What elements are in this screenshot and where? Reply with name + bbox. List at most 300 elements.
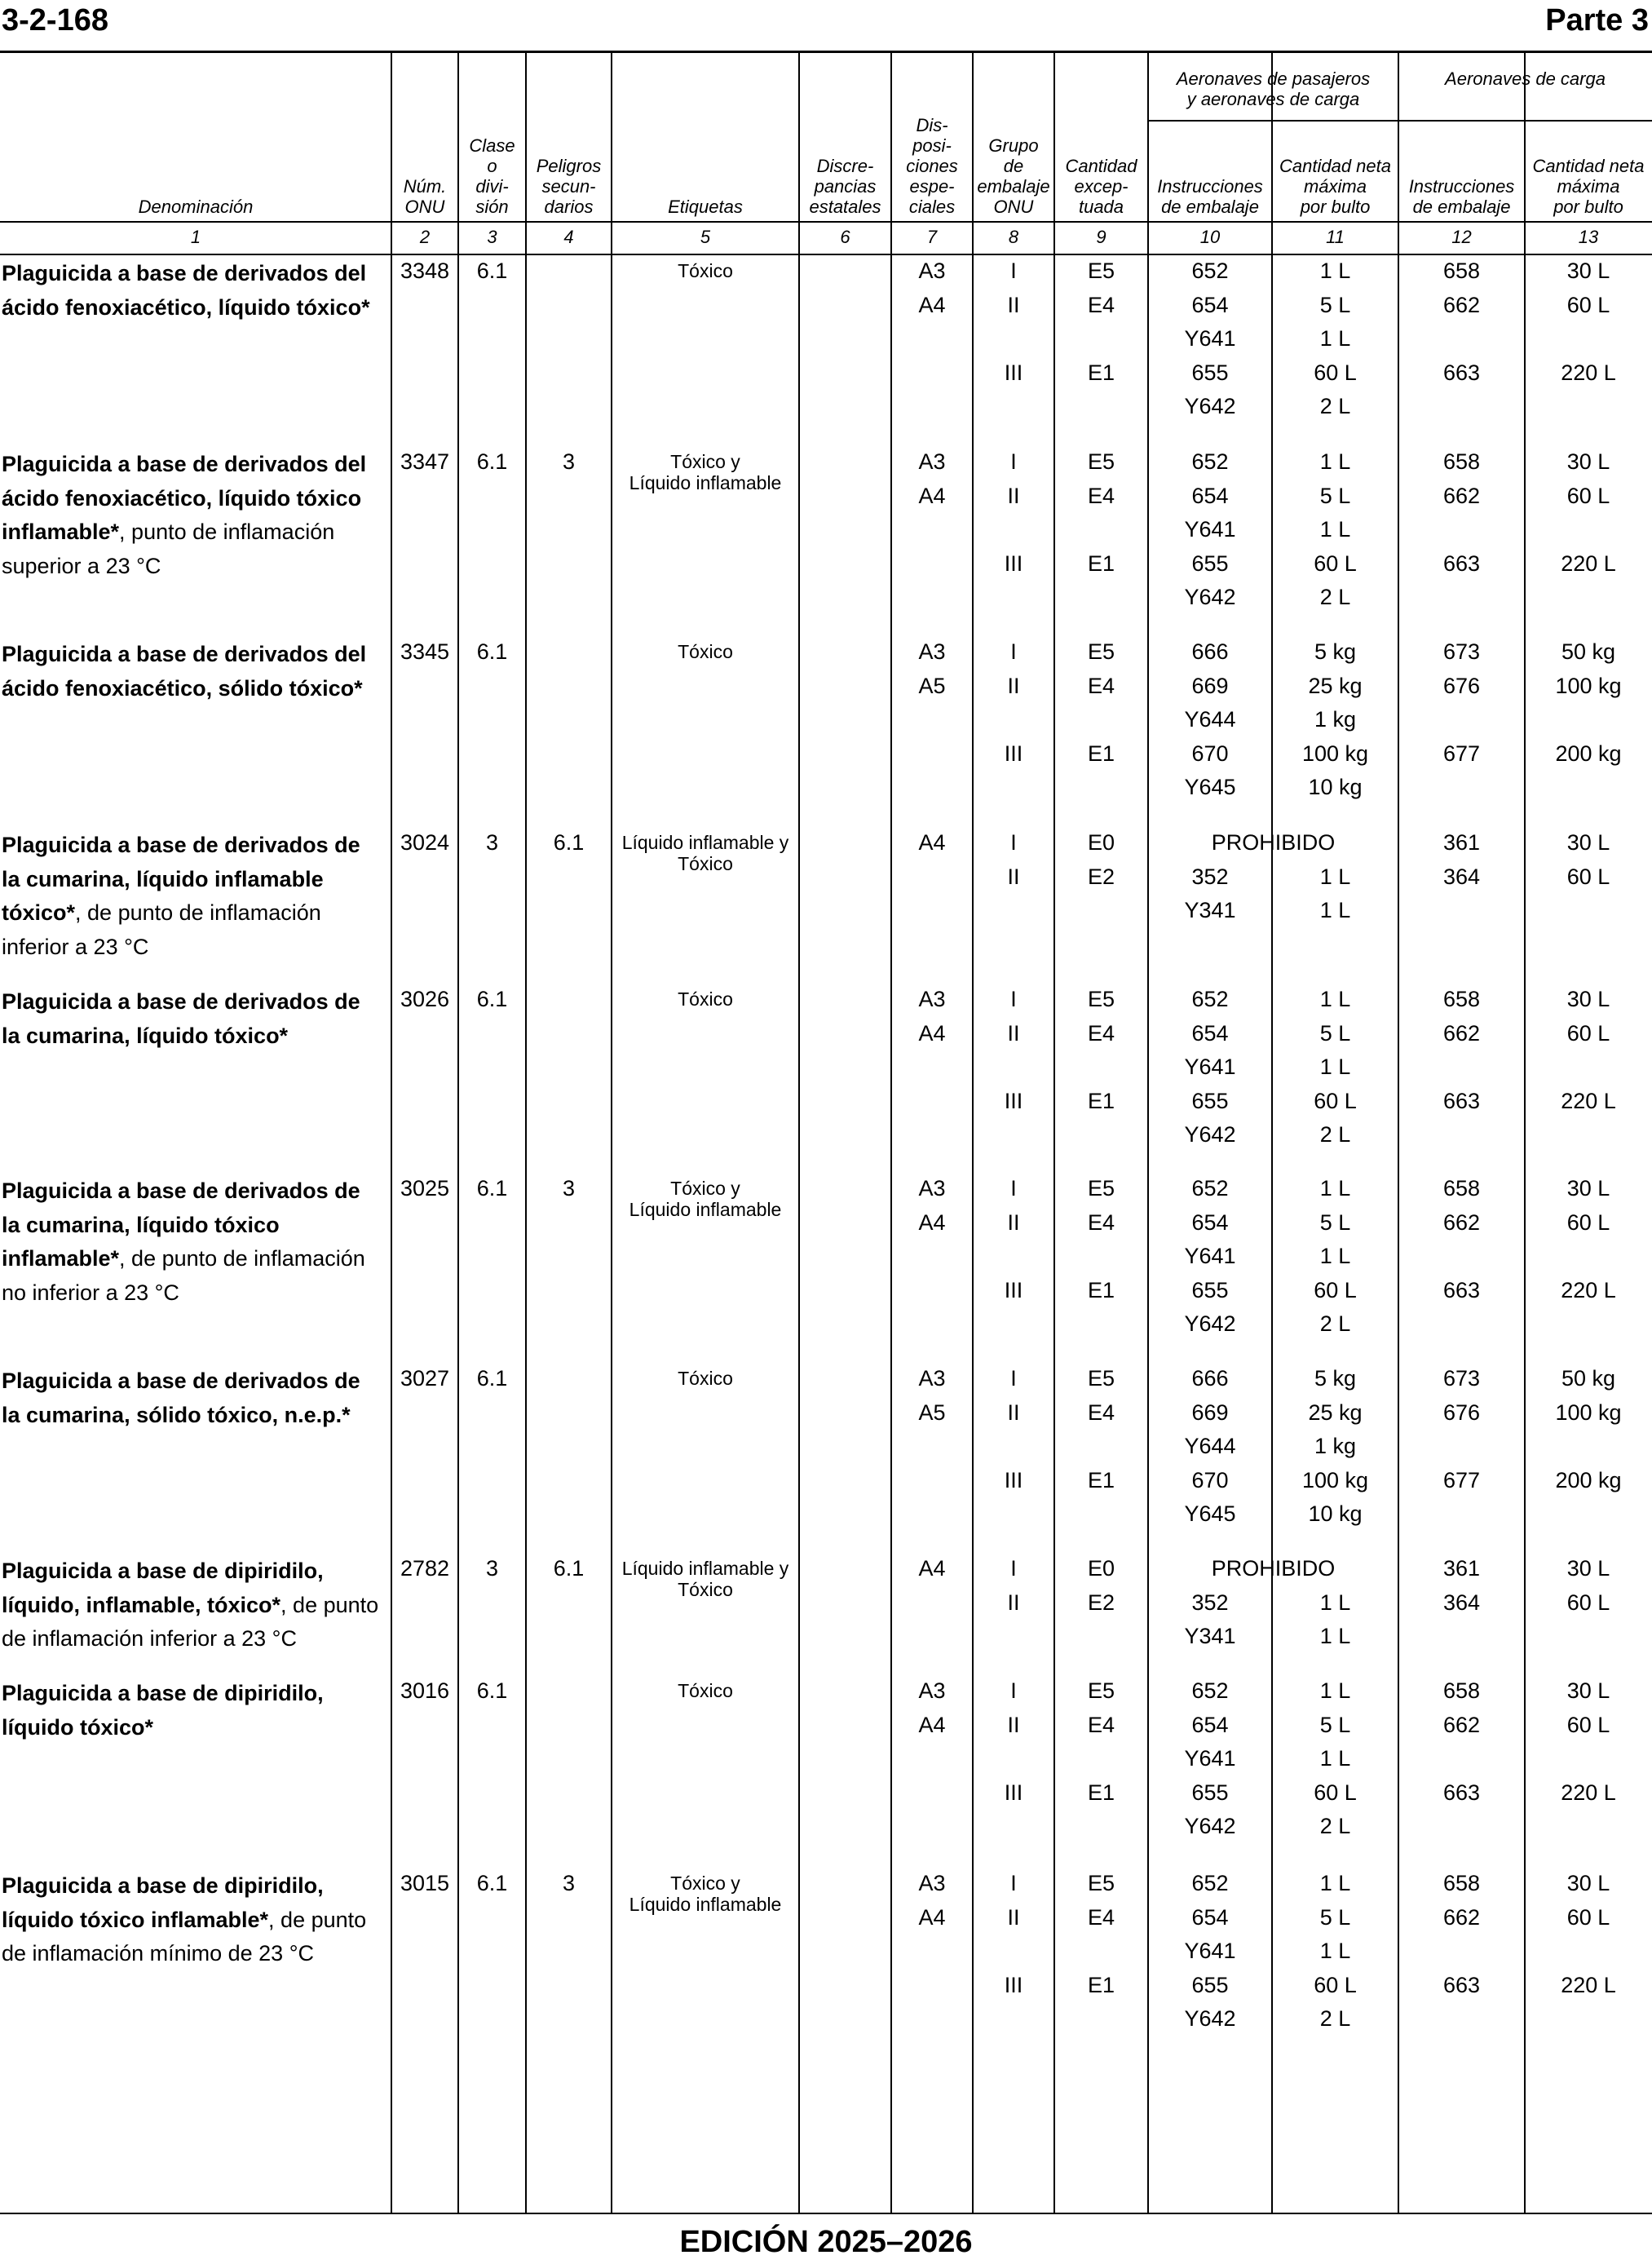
max-net-quantity-cargo: 200 kg	[1555, 741, 1622, 766]
max-net-quantity-passenger: 1 kg	[1314, 1434, 1357, 1458]
substance-name: Plaguicida a base de derivados de la cumarina, líquido tóxico inflamable*, de punto de inflamación no inferior a 23 °C	[2, 1178, 365, 1305]
packing-group: III	[1004, 551, 1023, 576]
packing-instruction-passenger: 655	[1191, 1088, 1229, 1113]
max-net-quantity-cargo: 220 L	[1561, 1780, 1616, 1805]
packing-instruction-passenger: 670	[1191, 1467, 1229, 1492]
excepted-quantity: E1	[1087, 1467, 1115, 1492]
packing-group: II	[1007, 1712, 1020, 1737]
excepted-quantity: E0	[1087, 1556, 1115, 1581]
packing-instruction-passenger: Y645	[1184, 1501, 1236, 1526]
special-provision: A3	[918, 1366, 946, 1391]
class-division: 3	[485, 1556, 499, 1581]
packing-instruction-cargo: 676	[1442, 1400, 1481, 1425]
packing-group: II	[1007, 1904, 1020, 1930]
packing-instruction-passenger: 654	[1191, 292, 1229, 317]
max-net-quantity-passenger: 1 L	[1319, 1055, 1351, 1079]
max-net-quantity-passenger: 60 L	[1314, 1088, 1357, 1113]
header-grupo: Grupo de embalaje ONU	[977, 135, 1050, 217]
packing-instruction-passenger: 655	[1191, 551, 1229, 576]
packing-instruction-cargo: 658	[1442, 1678, 1481, 1703]
column-number: 10	[1199, 227, 1221, 247]
packing-instruction-cargo: 677	[1442, 741, 1481, 766]
special-provision: A3	[918, 1871, 946, 1895]
max-net-quantity-cargo: 60 L	[1566, 292, 1610, 317]
header-denominacion: Denominación	[138, 197, 254, 217]
header-disposiciones: Dis- posi- ciones espe- ciales	[906, 115, 958, 217]
packing-instruction-cargo: 658	[1442, 449, 1481, 474]
packing-instruction-cargo: 361	[1442, 1556, 1481, 1581]
excepted-quantity: E5	[1087, 987, 1115, 1011]
excepted-quantity: E1	[1087, 741, 1115, 766]
packing-instruction-passenger: Y641	[1184, 326, 1236, 351]
packing-instruction-passenger: 666	[1191, 1366, 1229, 1391]
packing-instruction-cargo: 663	[1442, 1088, 1481, 1113]
packing-instruction-cargo: 663	[1442, 1780, 1481, 1805]
packing-instruction-passenger: Y641	[1184, 1244, 1236, 1268]
excepted-quantity: E4	[1087, 1209, 1115, 1235]
max-net-quantity-passenger: 1 L	[1319, 326, 1351, 351]
header-rule	[0, 221, 1652, 223]
subsidiary-hazard: 3	[562, 1871, 576, 1895]
column-number: 11	[1326, 227, 1345, 247]
packing-group: II	[1007, 1020, 1020, 1046]
class-division: 6.1	[476, 1366, 508, 1391]
packing-instruction-passenger: 352	[1191, 1590, 1229, 1615]
packing-instruction-cargo: 663	[1442, 1972, 1481, 1997]
max-net-quantity-passenger: 1 L	[1319, 1244, 1351, 1268]
header-etiquetas: Etiquetas	[668, 197, 743, 217]
max-net-quantity-passenger: 5 kg	[1314, 639, 1357, 664]
column-number: 9	[1096, 227, 1106, 247]
packing-instruction-passenger: 654	[1191, 483, 1229, 508]
column-number: 5	[700, 227, 711, 247]
packing-group: II	[1007, 483, 1020, 508]
max-net-quantity-passenger: 1 L	[1319, 1939, 1351, 1963]
packing-instruction-passenger: 654	[1191, 1904, 1229, 1930]
subsidiary-hazard: 6.1	[553, 830, 585, 855]
excepted-quantity: E5	[1087, 1176, 1115, 1201]
packing-instruction-passenger: 652	[1191, 1176, 1229, 1201]
max-net-quantity-cargo: 200 kg	[1555, 1467, 1622, 1492]
packing-group: I	[1010, 1678, 1017, 1703]
un-number: 3016	[400, 1678, 450, 1703]
special-provision: A3	[918, 259, 946, 283]
max-net-quantity-cargo: 220 L	[1561, 1972, 1616, 1997]
max-net-quantity-cargo: 30 L	[1566, 449, 1610, 474]
max-net-quantity-passenger: 5 L	[1319, 1712, 1351, 1737]
header-peligros: Peligros secun- darios	[536, 156, 602, 217]
max-net-quantity-cargo: 220 L	[1561, 360, 1616, 385]
max-net-quantity-passenger: 2 L	[1319, 585, 1351, 609]
un-number: 3345	[400, 639, 450, 664]
excepted-quantity: E5	[1087, 1678, 1115, 1703]
hazard-labels: Tóxico	[678, 1368, 733, 1389]
hazard-labels: Tóxico	[678, 641, 733, 662]
packing-instruction-passenger: Y642	[1184, 1122, 1236, 1147]
packing-instruction-passenger: Y642	[1184, 1814, 1236, 1838]
max-net-quantity-passenger: 1 L	[1319, 864, 1351, 889]
packing-instruction-passenger: 652	[1191, 259, 1229, 283]
max-net-quantity-passenger: 1 L	[1319, 1678, 1351, 1703]
column-number: 13	[1578, 227, 1599, 247]
max-net-quantity-cargo: 220 L	[1561, 1088, 1616, 1113]
bottom-rule	[0, 2213, 1652, 2214]
packing-group: III	[1004, 360, 1023, 385]
un-number: 3347	[400, 449, 450, 474]
max-net-quantity-passenger: 5 L	[1319, 292, 1351, 317]
special-provision: A3	[918, 987, 946, 1011]
class-division: 3	[485, 830, 499, 855]
max-net-quantity-passenger: 60 L	[1314, 1972, 1357, 1997]
column-number: 12	[1451, 227, 1472, 247]
packing-group: I	[1010, 259, 1017, 283]
max-net-quantity-passenger: 1 L	[1319, 1590, 1351, 1615]
class-division: 6.1	[476, 987, 508, 1011]
max-net-quantity-passenger: 60 L	[1314, 1277, 1357, 1302]
max-net-quantity-passenger: 2 L	[1319, 1122, 1351, 1147]
special-provision: A3	[918, 639, 946, 664]
packing-instruction-passenger: Y341	[1184, 898, 1236, 922]
max-net-quantity-passenger: 5 L	[1319, 1904, 1351, 1930]
max-net-quantity-passenger: 5 L	[1319, 483, 1351, 508]
max-net-quantity-cargo: 50 kg	[1561, 639, 1616, 664]
class-division: 6.1	[476, 1176, 508, 1201]
max-net-quantity-passenger: 25 kg	[1308, 1400, 1363, 1425]
packing-instruction-passenger: 352	[1191, 864, 1229, 889]
excepted-quantity: E4	[1087, 1400, 1115, 1425]
max-net-quantity-cargo: 60 L	[1566, 1712, 1610, 1737]
edition-footer: EDICIÓN 2025–2026	[679, 2225, 973, 2259]
special-provision: A4	[918, 1556, 946, 1581]
max-net-quantity-passenger: 1 L	[1319, 1624, 1351, 1648]
packing-instruction-passenger: Y641	[1184, 517, 1236, 542]
special-provision: A4	[918, 1712, 946, 1737]
max-net-quantity-passenger: 1 L	[1319, 1871, 1351, 1895]
packing-instruction-passenger: Y642	[1184, 394, 1236, 418]
header-clase: Clase o divi- sión	[469, 135, 515, 217]
packing-group: I	[1010, 830, 1017, 855]
max-net-quantity-cargo: 60 L	[1566, 1590, 1610, 1615]
packing-instruction-cargo: 663	[1442, 551, 1481, 576]
packing-group: III	[1004, 1467, 1023, 1492]
class-division: 6.1	[476, 449, 508, 474]
excepted-quantity: E5	[1087, 1366, 1115, 1391]
packing-instruction-passenger: 669	[1191, 1400, 1229, 1425]
packing-instruction-cargo: 361	[1442, 830, 1481, 855]
packing-instruction-passenger: 669	[1191, 673, 1229, 698]
max-net-quantity-passenger: 100 kg	[1301, 741, 1369, 766]
un-number: 3027	[400, 1366, 450, 1391]
packing-instruction-passenger: 670	[1191, 741, 1229, 766]
excepted-quantity: E4	[1087, 483, 1115, 508]
subsidiary-hazard: 6.1	[553, 1556, 585, 1581]
packing-instruction-passenger: 655	[1191, 1277, 1229, 1302]
packing-group: II	[1007, 1209, 1020, 1235]
packing-group: II	[1007, 864, 1020, 889]
max-net-quantity-cargo: 100 kg	[1555, 1400, 1622, 1425]
packing-group: I	[1010, 1556, 1017, 1581]
un-number: 3015	[400, 1871, 450, 1895]
special-provision: A4	[918, 1904, 946, 1930]
packing-instruction-cargo: 662	[1442, 1209, 1481, 1235]
max-net-quantity-cargo: 30 L	[1566, 259, 1610, 283]
packing-group: I	[1010, 987, 1017, 1011]
excepted-quantity: E1	[1087, 1088, 1115, 1113]
substance-name: Plaguicida a base de dipiridilo, líquido tóxico inflamable*, de punto de inflamación mínimo de 23 °C	[2, 1873, 367, 1966]
class-division: 6.1	[476, 1678, 508, 1703]
excepted-quantity: E4	[1087, 1712, 1115, 1737]
substance-name: Plaguicida a base de derivados del ácido fenoxiacético, sólido tóxico*	[2, 642, 367, 701]
class-division: 6.1	[476, 259, 508, 283]
column-number: 8	[1008, 227, 1019, 247]
hazard-labels: Líquido inflamable y Tóxico	[621, 1558, 789, 1600]
special-provision: A4	[918, 1209, 946, 1235]
packing-instruction-cargo: 662	[1442, 483, 1481, 508]
packing-group: III	[1004, 1088, 1023, 1113]
packing-instruction-passenger: Y645	[1184, 775, 1236, 799]
un-number: 3025	[400, 1176, 450, 1201]
packing-group: I	[1010, 639, 1017, 664]
class-division: 6.1	[476, 639, 508, 664]
packing-instruction-passenger: Y644	[1184, 707, 1236, 732]
group-header-rule	[1148, 120, 1652, 122]
packing-instruction-passenger: Y642	[1184, 1311, 1236, 1336]
max-net-quantity-passenger: 2 L	[1319, 394, 1351, 418]
max-net-quantity-passenger: 10 kg	[1308, 775, 1363, 799]
special-provision: A4	[918, 483, 946, 508]
special-provision: A5	[918, 1400, 946, 1425]
packing-instruction-passenger: Y644	[1184, 1434, 1236, 1458]
excepted-quantity: E1	[1087, 551, 1115, 576]
excepted-quantity: E5	[1087, 1871, 1115, 1895]
packing-instruction-passenger: 654	[1191, 1209, 1229, 1235]
max-net-quantity-passenger: 5 L	[1319, 1020, 1351, 1046]
max-net-quantity-cargo: 60 L	[1566, 864, 1610, 889]
max-net-quantity-cargo: 30 L	[1566, 1678, 1610, 1703]
packing-instruction-cargo: 662	[1442, 1904, 1481, 1930]
forbidden-label: PROHIBIDO	[1211, 1556, 1336, 1581]
packing-instruction-cargo: 677	[1442, 1467, 1481, 1492]
packing-instruction-passenger: 654	[1191, 1020, 1229, 1046]
packing-instruction-passenger: 666	[1191, 639, 1229, 664]
header-cantidad-neta-pasajeros: Cantidad neta máxima por bulto	[1279, 156, 1391, 217]
packing-instruction-cargo: 662	[1442, 1712, 1481, 1737]
max-net-quantity-cargo: 220 L	[1561, 551, 1616, 576]
max-net-quantity-cargo: 30 L	[1566, 1176, 1610, 1201]
max-net-quantity-passenger: 1 L	[1319, 898, 1351, 922]
packing-group: II	[1007, 292, 1020, 317]
max-net-quantity-passenger: 60 L	[1314, 360, 1357, 385]
max-net-quantity-passenger: 2 L	[1319, 1814, 1351, 1838]
max-net-quantity-cargo: 60 L	[1566, 1020, 1610, 1046]
excepted-quantity: E1	[1087, 1277, 1115, 1302]
max-net-quantity-cargo: 30 L	[1566, 987, 1610, 1011]
packing-instruction-passenger: Y642	[1184, 585, 1236, 609]
excepted-quantity: E1	[1087, 1780, 1115, 1805]
special-provision: A3	[918, 1678, 946, 1703]
excepted-quantity: E2	[1087, 864, 1115, 889]
packing-instruction-cargo: 662	[1442, 292, 1481, 317]
subsidiary-hazard: 3	[562, 449, 576, 474]
excepted-quantity: E4	[1087, 1904, 1115, 1930]
hazard-labels: Tóxico	[678, 260, 733, 281]
max-net-quantity-cargo: 50 kg	[1561, 1366, 1616, 1391]
max-net-quantity-passenger: 1 L	[1319, 1746, 1351, 1771]
packing-instruction-passenger: Y641	[1184, 1055, 1236, 1079]
max-net-quantity-passenger: 5 L	[1319, 1209, 1351, 1235]
packing-instruction-cargo: 658	[1442, 1871, 1481, 1895]
special-provision: A3	[918, 1176, 946, 1201]
max-net-quantity-passenger: 1 L	[1319, 449, 1351, 474]
packing-instruction-cargo: 662	[1442, 1020, 1481, 1046]
max-net-quantity-cargo: 60 L	[1566, 1209, 1610, 1235]
max-net-quantity-passenger: 25 kg	[1308, 673, 1363, 698]
column-number: 7	[926, 227, 938, 247]
packing-instruction-cargo: 364	[1442, 864, 1481, 889]
special-provision: A4	[918, 830, 946, 855]
max-net-quantity-passenger: 1 kg	[1314, 707, 1357, 732]
max-net-quantity-cargo: 60 L	[1566, 483, 1610, 508]
hazard-labels: Tóxico y Líquido inflamable	[629, 1873, 782, 1915]
max-net-quantity-passenger: 10 kg	[1308, 1501, 1363, 1526]
max-net-quantity-cargo: 30 L	[1566, 1871, 1610, 1895]
un-number: 3024	[400, 830, 450, 855]
max-net-quantity-cargo: 220 L	[1561, 1277, 1616, 1302]
un-number: 3348	[400, 259, 450, 283]
substance-name: Plaguicida a base de derivados de la cumarina, sólido tóxico, n.e.p.*	[2, 1369, 360, 1427]
packing-instruction-passenger: 652	[1191, 1678, 1229, 1703]
packing-instruction-cargo: 673	[1442, 1366, 1481, 1391]
substance-name: Plaguicida a base de derivados de la cumarina, líquido inflamable tóxico*, de punto de inflamación inferior a 23 °C	[2, 833, 360, 959]
substance-name: Plaguicida a base de dipiridilo, líquido, inflamable, tóxico*, de punto de inflamación inferior a 23 °C	[2, 1559, 379, 1651]
max-net-quantity-cargo: 30 L	[1566, 830, 1610, 855]
column-number: 3	[487, 227, 497, 247]
excepted-quantity: E5	[1087, 259, 1115, 283]
max-net-quantity-passenger: 1 L	[1319, 259, 1351, 283]
packing-instruction-passenger: Y341	[1184, 1624, 1236, 1648]
column-number: 1	[190, 227, 201, 247]
packing-instruction-cargo: 658	[1442, 1176, 1481, 1201]
un-number: 2782	[400, 1556, 450, 1581]
class-division: 6.1	[476, 1871, 508, 1895]
packing-instruction-passenger: 652	[1191, 987, 1229, 1011]
hazard-labels: Tóxico	[678, 1680, 733, 1701]
max-net-quantity-passenger: 1 L	[1319, 517, 1351, 542]
packing-instruction-passenger: 655	[1191, 1780, 1229, 1805]
special-provision: A5	[918, 673, 946, 698]
max-net-quantity-cargo: 60 L	[1566, 1904, 1610, 1930]
header-cantidad-neta-carga: Cantidad neta máxima por bulto	[1532, 156, 1645, 217]
max-net-quantity-cargo: 30 L	[1566, 1556, 1610, 1581]
packing-group: III	[1004, 1277, 1023, 1302]
top-rule	[0, 51, 1652, 53]
special-provision: A3	[918, 449, 946, 474]
max-net-quantity-passenger: 100 kg	[1301, 1467, 1369, 1492]
packing-instruction-passenger: 655	[1191, 1972, 1229, 1997]
excepted-quantity: E4	[1087, 673, 1115, 698]
packing-group: I	[1010, 1366, 1017, 1391]
excepted-quantity: E1	[1087, 360, 1115, 385]
column-number-rule	[0, 254, 1652, 255]
special-provision: A4	[918, 292, 946, 317]
header-group-carga: Aeronaves de carga	[1445, 69, 1606, 89]
substance-name: Plaguicida a base de derivados de la cumarina, líquido tóxico*	[2, 989, 360, 1048]
hazard-labels: Tóxico y Líquido inflamable	[629, 451, 782, 493]
excepted-quantity: E5	[1087, 449, 1115, 474]
packing-group: III	[1004, 741, 1023, 766]
page-header	[0, 0, 1652, 52]
header-instrucciones-carga: Instrucciones de embalaje	[1408, 176, 1515, 217]
packing-instruction-cargo: 663	[1442, 1277, 1481, 1302]
column-number: 6	[840, 227, 850, 247]
excepted-quantity: E2	[1087, 1590, 1115, 1615]
subsidiary-hazard: 3	[562, 1176, 576, 1201]
excepted-quantity: E0	[1087, 830, 1115, 855]
packing-group: I	[1010, 1871, 1017, 1895]
excepted-quantity: E4	[1087, 292, 1115, 317]
packing-instruction-cargo: 673	[1442, 639, 1481, 664]
substance-name: Plaguicida a base de derivados del ácido fenoxiacético, líquido tóxico inflamable*, punto de inflamación superior a 23 °C	[2, 452, 367, 578]
substance-name: Plaguicida a base de dipiridilo, líquido tóxico*	[2, 1681, 324, 1740]
packing-group: II	[1007, 1400, 1020, 1425]
packing-instruction-passenger: Y641	[1184, 1746, 1236, 1771]
column-number: 2	[419, 227, 431, 247]
hazard-labels: Tóxico y Líquido inflamable	[629, 1178, 782, 1220]
excepted-quantity: E4	[1087, 1020, 1115, 1046]
hazard-labels: Líquido inflamable y Tóxico	[621, 832, 789, 874]
max-net-quantity-passenger: 2 L	[1319, 1311, 1351, 1336]
header-group-pasajeros: Aeronaves de pasajeros y aeronaves de carga	[1176, 69, 1371, 109]
packing-group: I	[1010, 1176, 1017, 1201]
max-net-quantity-passenger: 1 L	[1319, 987, 1351, 1011]
packing-group: II	[1007, 673, 1020, 698]
packing-instruction-passenger: 652	[1191, 449, 1229, 474]
max-net-quantity-passenger: 60 L	[1314, 551, 1357, 576]
excepted-quantity: E5	[1087, 639, 1115, 664]
special-provision: A4	[918, 1020, 946, 1046]
packing-instruction-cargo: 663	[1442, 360, 1481, 385]
packing-instruction-cargo: 364	[1442, 1590, 1481, 1615]
header-instrucciones-pasajeros: Instrucciones de embalaje	[1157, 176, 1263, 217]
packing-instruction-passenger: 654	[1191, 1712, 1229, 1737]
max-net-quantity-passenger: 1 L	[1319, 1176, 1351, 1201]
forbidden-label: PROHIBIDO	[1211, 830, 1336, 855]
part-label: Parte 3	[1545, 3, 1649, 38]
page-number: 3-2-168	[2, 3, 108, 38]
max-net-quantity-passenger: 2 L	[1319, 2006, 1351, 2031]
excepted-quantity: E1	[1087, 1972, 1115, 1997]
packing-instruction-passenger: Y641	[1184, 1939, 1236, 1963]
un-number: 3026	[400, 987, 450, 1011]
packing-group: I	[1010, 449, 1017, 474]
packing-group: III	[1004, 1780, 1023, 1805]
hazard-labels: Tóxico	[678, 988, 733, 1010]
packing-instruction-passenger: Y642	[1184, 2006, 1236, 2031]
header-cantidad: Cantidad excep- tuada	[1065, 156, 1137, 217]
max-net-quantity-passenger: 60 L	[1314, 1780, 1357, 1805]
packing-instruction-passenger: 655	[1191, 360, 1229, 385]
header-num-onu: Núm. ONU	[403, 176, 447, 217]
packing-instruction-cargo: 658	[1442, 987, 1481, 1011]
packing-instruction-passenger: 652	[1191, 1871, 1229, 1895]
packing-instruction-cargo: 658	[1442, 259, 1481, 283]
packing-instruction-cargo: 676	[1442, 673, 1481, 698]
max-net-quantity-cargo: 100 kg	[1555, 673, 1622, 698]
packing-group: II	[1007, 1590, 1020, 1615]
substance-name: Plaguicida a base de derivados del ácido fenoxiacético, líquido tóxico*	[2, 261, 370, 320]
packing-group: III	[1004, 1972, 1023, 1997]
header-discrepancias: Discre- pancias estatales	[809, 156, 881, 217]
